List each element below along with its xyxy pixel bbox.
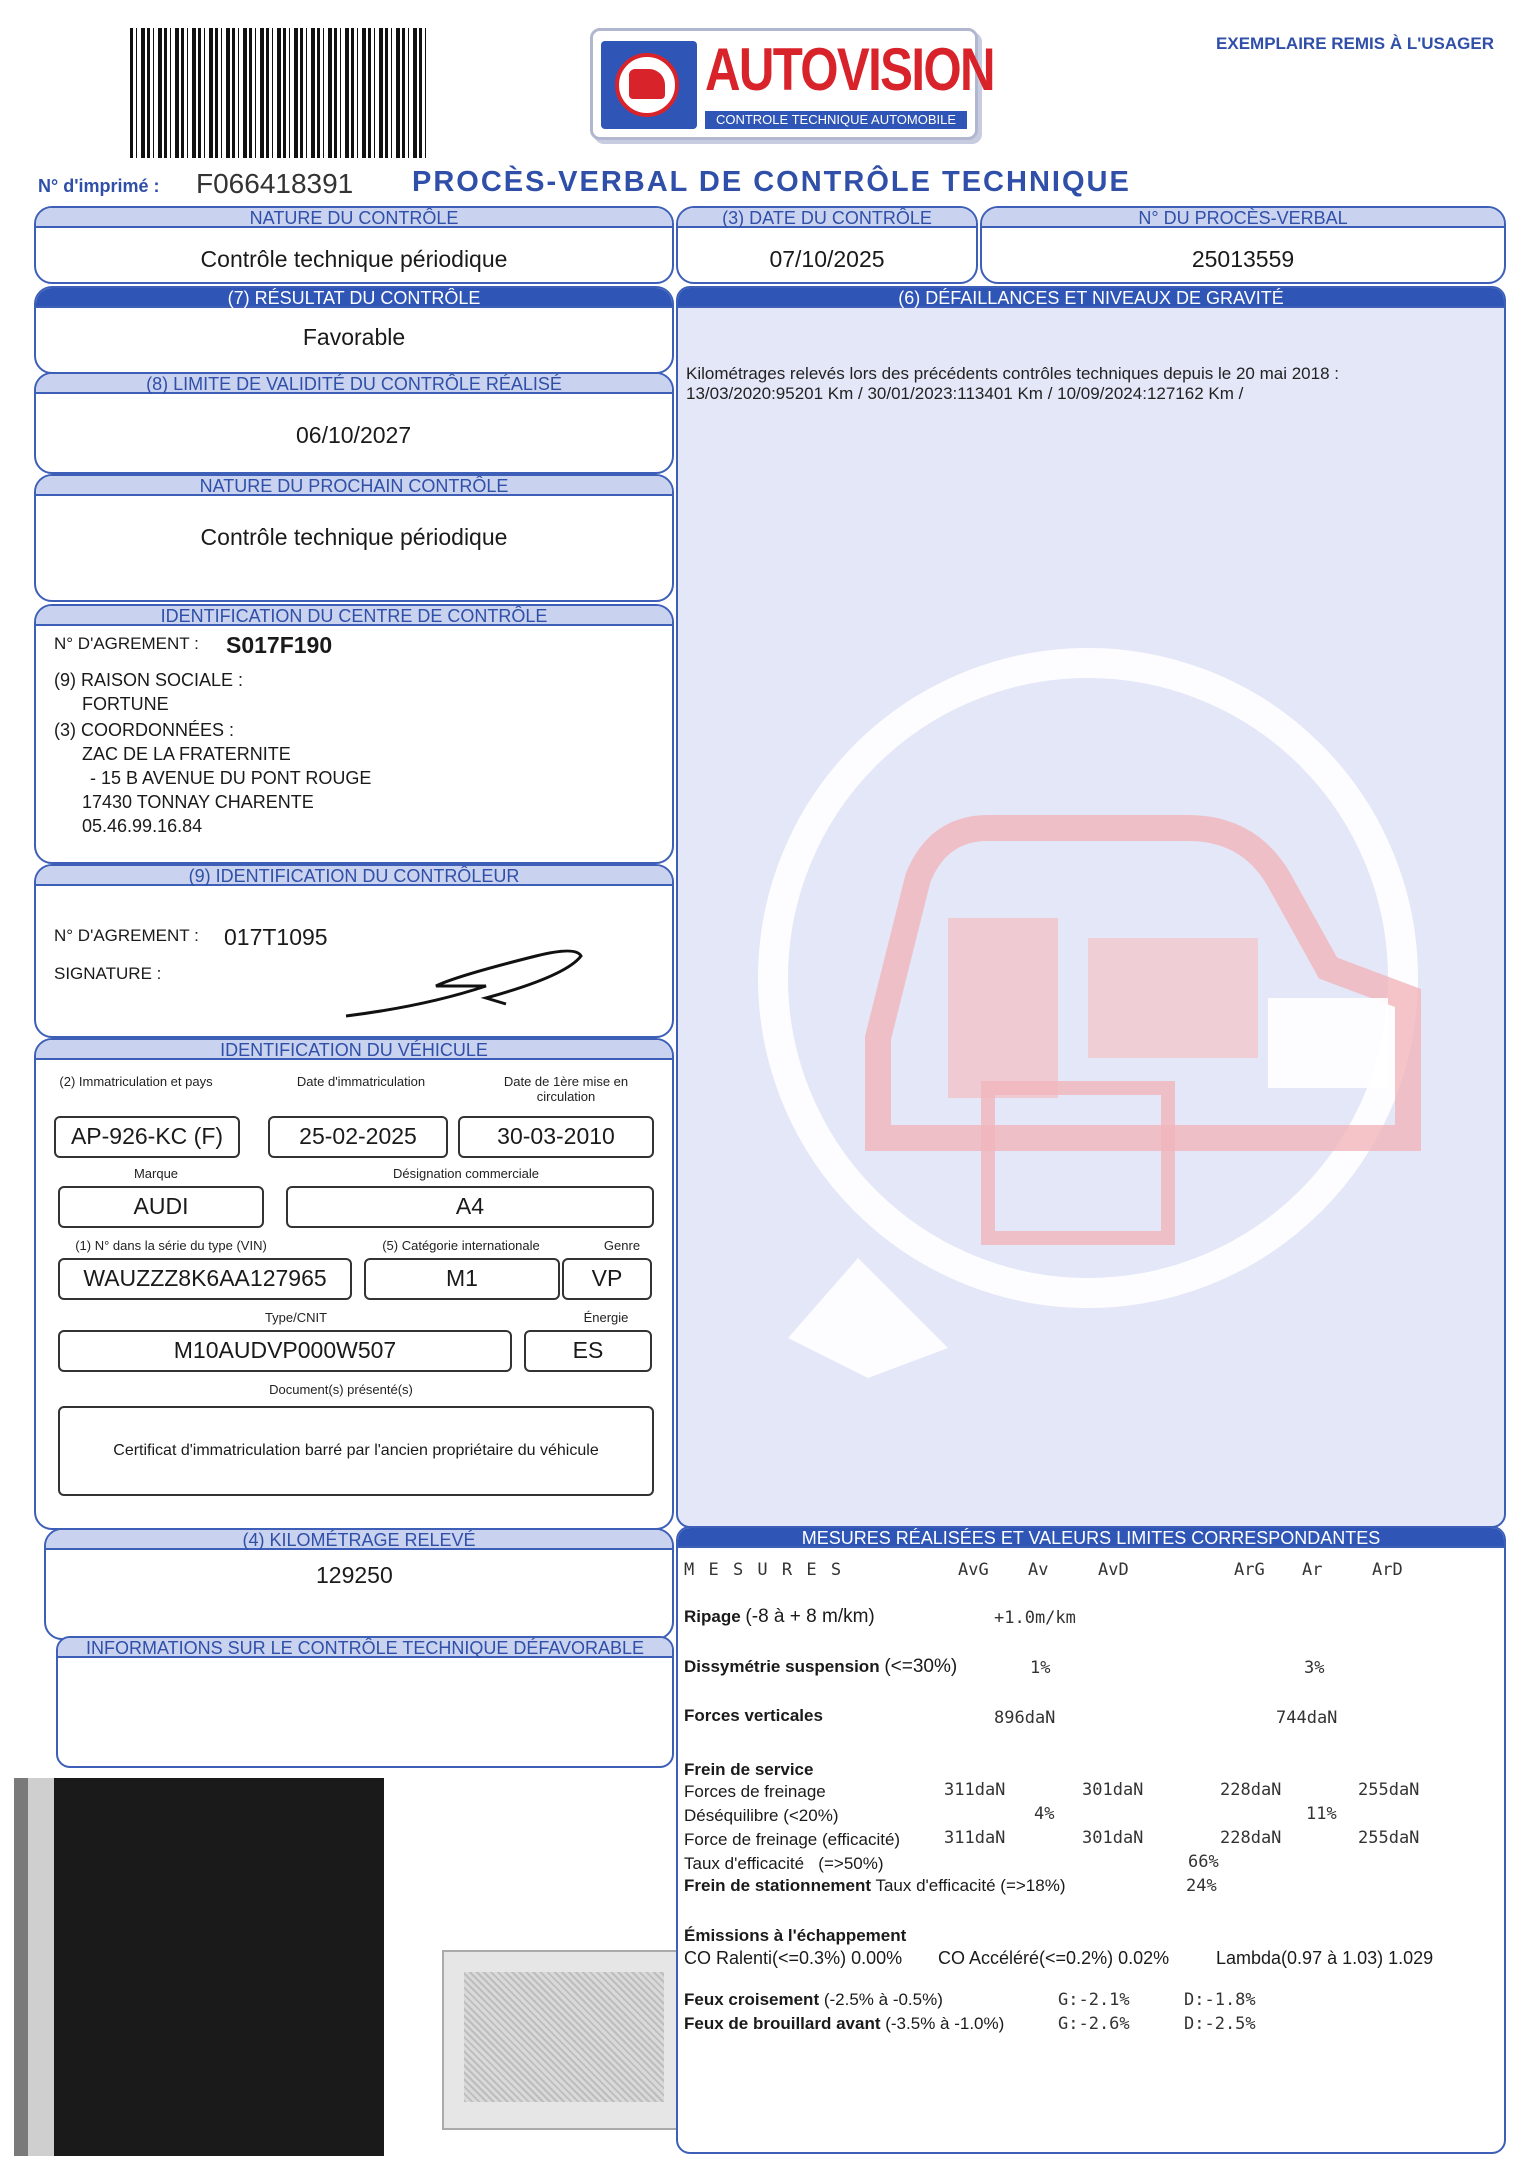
scan-grey-area	[442, 1950, 678, 2130]
ffe-arg: 228daN	[1220, 1828, 1282, 1848]
feux-brouillard-row: Feux de brouillard avant (-3.5% à -1.0%)	[684, 2014, 1005, 2033]
categorie-value: M1	[364, 1258, 560, 1300]
dissymetrie-row: Dissymétrie suspension (<=30%)	[684, 1656, 958, 1677]
vin-label: (1) N° dans la série du type (VIN)	[75, 1238, 267, 1253]
signature-label: SIGNATURE :	[54, 964, 162, 983]
documents-label: Document(s) présenté(s)	[269, 1382, 413, 1397]
prochain-controle-value: Contrôle technique périodique	[200, 524, 508, 550]
document-title: PROCÈS-VERBAL DE CONTRÔLE TECHNIQUE	[412, 166, 1131, 198]
limite-validite-header: (8) LIMITE DE VALIDITÉ DU CONTRÔLE RÉALISÉ	[36, 374, 672, 394]
feux-brouillard-d: D:-2.5%	[1184, 2014, 1256, 2034]
address-line-1: ZAC DE LA FRATERNITE	[82, 744, 291, 764]
prochain-controle-panel	[34, 474, 674, 602]
ffe-avg: 311daN	[944, 1828, 1006, 1848]
nature-controle-header: NATURE DU CONTRÔLE	[36, 208, 672, 228]
col-ard: ArD	[1372, 1560, 1403, 1580]
defavorable-header: INFORMATIONS SUR LE CONTRÔLE TECHNIQUE DÉFAVORABLE	[58, 1638, 672, 1658]
imprime-label: N° d'imprimé :	[38, 176, 160, 196]
taux-efficacite-row: Taux d'efficacité (=>50%)	[684, 1854, 884, 1873]
controleur-panel	[34, 864, 674, 1038]
controleur-agrement-label: N° D'AGREMENT :	[54, 926, 199, 945]
centre-agrement-label: N° D'AGREMENT :	[54, 634, 199, 653]
controleur-agrement-value: 017T1095	[224, 924, 328, 950]
feux-croisement-d: D:-1.8%	[1184, 1990, 1256, 2010]
centre-phone: 05.46.99.16.84	[82, 816, 203, 836]
imprime-value: F066418391	[196, 168, 354, 199]
premiere-circulation-value: 30-03-2010	[458, 1116, 654, 1158]
mesures-panel	[676, 1526, 1506, 2154]
resultat-value: Favorable	[302, 324, 406, 350]
forces-freinage-label: Forces de freinage	[684, 1782, 826, 1801]
feux-brouillard-g: G:-2.6%	[1058, 2014, 1130, 2034]
resultat-panel	[34, 286, 674, 374]
nature-controle-value: Contrôle technique périodique	[200, 246, 508, 272]
marque-label: Marque	[133, 1166, 179, 1181]
dissymetrie-ar: 3%	[1304, 1658, 1325, 1678]
signature-scribble-icon	[336, 936, 596, 1026]
frein-service-label: Frein de service	[684, 1760, 814, 1779]
ffe-avd: 301daN	[1082, 1828, 1144, 1848]
ff-avd: 301daN	[1082, 1780, 1144, 1800]
limite-validite-value: 06/10/2027	[296, 422, 412, 448]
date-controle-header: (3) DATE DU CONTRÔLE	[678, 208, 976, 228]
designation-label: Désignation commerciale	[393, 1166, 539, 1181]
defavorable-panel	[56, 1636, 674, 1768]
ff-efficacite-label: Force de freinage (efficacité)	[684, 1830, 901, 1849]
kilometrage-panel	[44, 1528, 674, 1640]
autovision-logo	[590, 28, 994, 140]
col-avd: AvD	[1098, 1560, 1129, 1580]
kilometrage-history-line2: 13/03/2020:95201 Km / 30/01/2023:113401 Km / 10/09/2024:127162 Km /	[686, 384, 1244, 403]
forces-verticales-label: Forces verticales	[684, 1706, 823, 1725]
documents-value: Certificat d'immatriculation barré par l'ancien propriétaire du véhicule	[58, 1406, 654, 1496]
premiere-circulation-label: Date de 1ère mise en circulation	[503, 1074, 629, 1104]
nature-controle-panel	[34, 206, 674, 284]
emissions-label: Émissions à l'échappement	[684, 1926, 907, 1945]
ffe-ard: 255daN	[1358, 1828, 1420, 1848]
controleur-header: (9) IDENTIFICATION DU CONTRÔLEUR	[36, 866, 672, 886]
resultat-header: (7) RÉSULTAT DU CONTRÔLE	[36, 288, 672, 308]
brand-subtitle: CONTROLE TECHNIQUE AUTOMOBILE	[705, 111, 967, 129]
barcode	[130, 28, 430, 158]
stationnement-row: Frein de stationnement Taux d'efficacité (=>18%)	[684, 1876, 1066, 1895]
pv-number-header: N° DU PROCÈS-VERBAL	[982, 208, 1504, 228]
immat-label: (2) Immatriculation et pays	[59, 1074, 213, 1089]
desequilibre-av: 4%	[1034, 1804, 1055, 1824]
watermark-emblem-icon	[708, 618, 1488, 1378]
col-av: Av	[1028, 1560, 1049, 1580]
date-immat-value: 25-02-2025	[268, 1116, 448, 1158]
type-value: M10AUDVP000W507	[58, 1330, 512, 1372]
co-ralenti: CO Ralenti(<=0.3%) 0.00%	[684, 1948, 903, 1968]
lambda: Lambda(0.97 à 1.03) 1.029	[1216, 1948, 1434, 1968]
vehicule-panel	[34, 1038, 674, 1530]
mesures-title: M E S U R E S	[684, 1560, 844, 1580]
col-ar: Ar	[1302, 1560, 1323, 1580]
energie-label: Énergie	[583, 1310, 629, 1325]
energie-value: ES	[524, 1330, 652, 1372]
co-accelere: CO Accéléré(<=0.2%) 0.02%	[938, 1948, 1170, 1968]
feux-croisement-g: G:-2.1%	[1058, 1990, 1130, 2010]
vehicule-header: IDENTIFICATION DU VÉHICULE	[36, 1040, 672, 1060]
date-immat-label: Date d'immatriculation	[296, 1074, 426, 1089]
kilometrage-history-line1: Kilométrages relevés lors des précédents contrôles techniques depuis le 20 mai 2018 :	[686, 364, 1339, 383]
raison-sociale-label: (9) RAISON SOCIALE :	[54, 670, 244, 690]
date-controle-value: 07/10/2025	[769, 246, 885, 272]
date-controle-panel	[676, 206, 978, 284]
brand-name: AUTOVISION	[705, 36, 994, 103]
taux-efficacite-value: 66%	[1188, 1852, 1219, 1872]
stationnement-value: 24%	[1186, 1876, 1217, 1896]
marque-value: AUDI	[58, 1186, 264, 1228]
logo-emblem-icon	[601, 41, 697, 129]
kilometrage-value: 129250	[316, 1562, 393, 1588]
immat-value: AP-926-KC (F)	[54, 1116, 240, 1158]
exemplaire-label: EXEMPLAIRE REMIS À L'USAGER	[1216, 34, 1494, 53]
forces-verticales-av: 896daN	[994, 1708, 1056, 1728]
forces-verticales-ar: 744daN	[1276, 1708, 1338, 1728]
centre-panel	[34, 604, 674, 864]
centre-agrement-value: S017F190	[226, 632, 333, 658]
pv-number-panel	[980, 206, 1506, 284]
coordonnees-label: (3) COORDONNÉES :	[54, 720, 235, 740]
ripage-row: Ripage (-8 à + 8 m/km)	[684, 1606, 875, 1627]
genre-value: VP	[562, 1258, 652, 1300]
designation-value: A4	[286, 1186, 654, 1228]
address-line-3: 17430 TONNAY CHARENTE	[82, 792, 314, 812]
ff-arg: 228daN	[1220, 1780, 1282, 1800]
ff-ard: 255daN	[1358, 1780, 1420, 1800]
address-line-2: - 15 B AVENUE DU PONT ROUGE	[90, 768, 372, 788]
vin-value: WAUZZZ8K6AA127965	[58, 1258, 352, 1300]
ripage-value: +1.0m/km	[994, 1608, 1076, 1628]
scan-dark-area	[14, 1778, 384, 2156]
type-label: Type/CNIT	[264, 1310, 328, 1325]
limite-validite-panel	[34, 372, 674, 474]
prochain-controle-header: NATURE DU PROCHAIN CONTRÔLE	[36, 476, 672, 496]
col-arg: ArG	[1234, 1560, 1265, 1580]
pv-number-value: 25013559	[1191, 246, 1295, 272]
feux-croisement-row: Feux croisement (-2.5% à -0.5%)	[684, 1990, 943, 2009]
kilometrage-header: (4) KILOMÉTRAGE RELEVÉ	[46, 1530, 672, 1550]
defaillances-panel	[676, 286, 1506, 1528]
dissymetrie-av: 1%	[1030, 1658, 1051, 1678]
ff-avg: 311daN	[944, 1780, 1006, 1800]
defaillances-header: (6) DÉFAILLANCES ET NIVEAUX DE GRAVITÉ	[678, 288, 1504, 308]
mesures-header: MESURES RÉALISÉES ET VALEURS LIMITES CORRESPONDANTES	[678, 1528, 1504, 1548]
centre-header: IDENTIFICATION DU CENTRE DE CONTRÔLE	[36, 606, 672, 626]
col-avg: AvG	[958, 1560, 989, 1580]
categorie-label: (5) Catégorie internationale	[382, 1238, 540, 1253]
desequilibre-label: Déséquilibre (<20%)	[684, 1806, 839, 1825]
genre-label: Genre	[603, 1238, 641, 1253]
desequilibre-ar: 11%	[1306, 1804, 1337, 1824]
raison-sociale-value: FORTUNE	[82, 694, 169, 714]
